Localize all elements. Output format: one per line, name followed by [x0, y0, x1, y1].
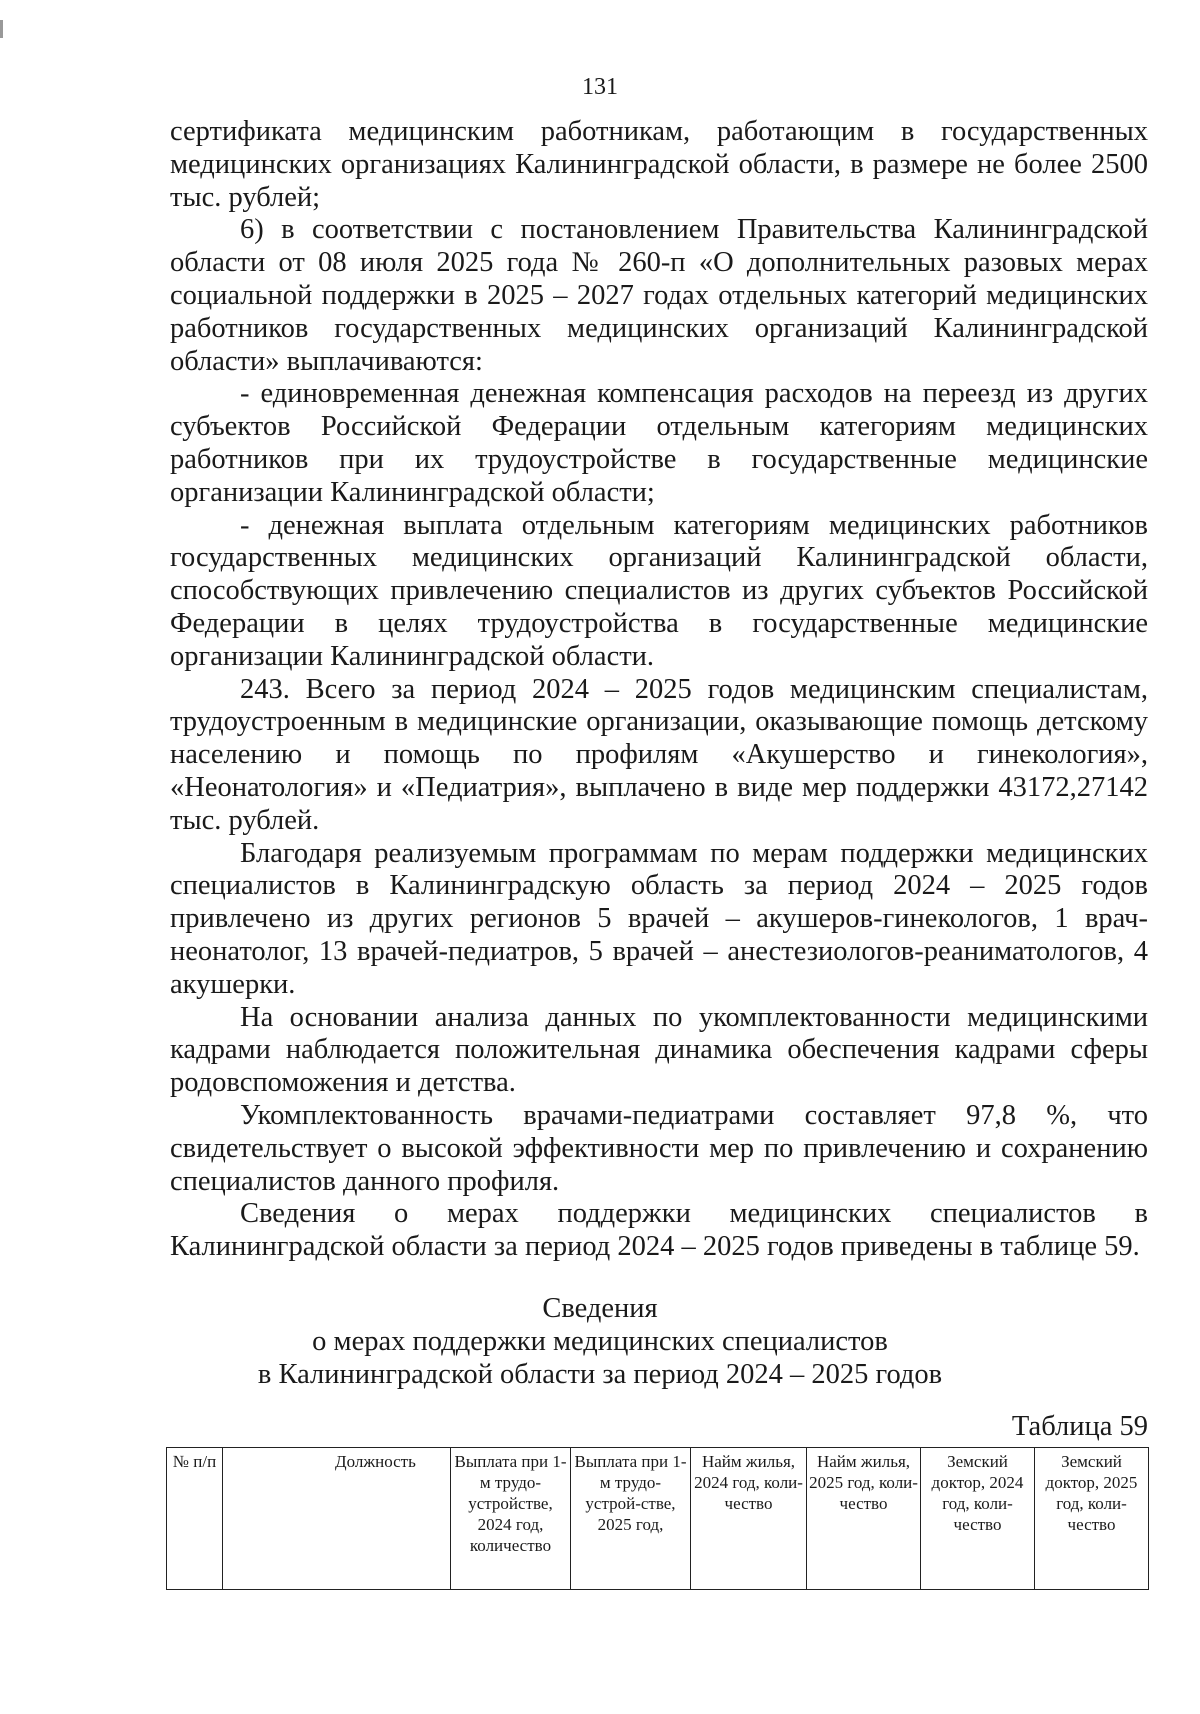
paragraph: - денежная выплата отдельным категориям медицинских работников государственных медицинских организаций Калининградской области, способствующих привлечению специалистов из других субъектов Российской Федерации в целях трудоустройства в государственные медицинские организации Калининградской области. [170, 509, 1148, 672]
table-title-line: в Калининградской области за период 2024 – 2025 годов [257, 1359, 943, 1390]
scan-edge-mark [0, 20, 3, 38]
paragraph: Сведения о мерах поддержки медицинских специалистов в Калининградской области за период 2024 – 2025 годов приведены в таблице 59. [170, 1198, 1148, 1263]
header-first-job-2025: Выплата при 1-м трудо-устрой-стве, 2025 год, [571, 1448, 691, 1590]
paragraph: 6) в соответствии с постановлением Правительства Калининградской области от 08 июля 2025 года № 260-п «О дополнительных разовых мерах социальной поддержки в 2025 – 2027 годах отдельных категорий медицинских работников государственных медицинских организаций Калининградской области» выплачиваются: [170, 214, 1148, 377]
paragraph: сертификата медицинским работникам, работающим в государственных медицинских организациях Калининградской области, в размере не более 2500 тыс. рублей; [170, 116, 1148, 213]
header-zemsky-2025: Земский доктор, 2025 год, коли-чество [1035, 1448, 1149, 1590]
header-first-job-2024: Выплата при 1-м трудо-устройстве, 2024 год, количество [451, 1448, 571, 1590]
table-header-row [167, 1448, 1149, 1590]
header-position: Должность [223, 1448, 451, 1590]
support-measures-table [166, 1447, 1149, 1590]
page-number: 131 [582, 74, 618, 100]
paragraph: Благодаря реализуемым программам по мерам поддержки медицинских специалистов в Калининградскую область за период 2024 – 2025 годов привлечено из других регионов 5 врачей – акушеров-гинекологов, 1 врач-неонатолог, 13 врачей-педиатров, 5 врачей – анестезиологов-реаниматологов, 4 акушерки. [170, 837, 1148, 1000]
table-title-line: Сведения [542, 1293, 658, 1324]
paragraph: Укомплектованность врачами-педиатрами составляет 97,8 %, что свидетельствует о высокой эффективности мер по привлечению и сохранению специалистов данного профиля. [170, 1099, 1148, 1197]
header-zemsky-2024: Земский доктор, 2024 год, коли-чество [921, 1448, 1035, 1590]
header-housing-2025: Найм жилья, 2025 год, коли-чество [807, 1448, 921, 1590]
paragraph: 243. Всего за период 2024 – 2025 годов медицинским специалистам, трудоустроенным в медицинские организации, оказывающие помощь детскому населению и помощь по профилям «Акушерство и гинекология», «Неонатология» и «Педиатрия», выплачено в виде мер поддержки 43172,27142 тыс. рублей. [170, 673, 1148, 836]
body-text [170, 116, 1148, 1264]
header-housing-2024: Найм жилья, 2024 год, коли-чество [691, 1448, 807, 1590]
table-label: Таблица 59 [1011, 1411, 1148, 1442]
paragraph: - единовременная денежная компенсация расходов на переезд из других субъектов Российской Федерации отдельным категориям медицинских работников при их трудоустройстве в государственные медицинские организации Калининградской области; [170, 378, 1148, 508]
header-number: № п/п [167, 1448, 223, 1590]
table-title-line: о мерах поддержки медицинских специалистов [312, 1326, 888, 1357]
paragraph: На основании анализа данных по укомплектованности медицинскими кадрами наблюдается положительная динамика обеспечения кадрами сферы родовспоможения и детства. [170, 1001, 1148, 1099]
table-title [0, 1292, 1200, 1391]
